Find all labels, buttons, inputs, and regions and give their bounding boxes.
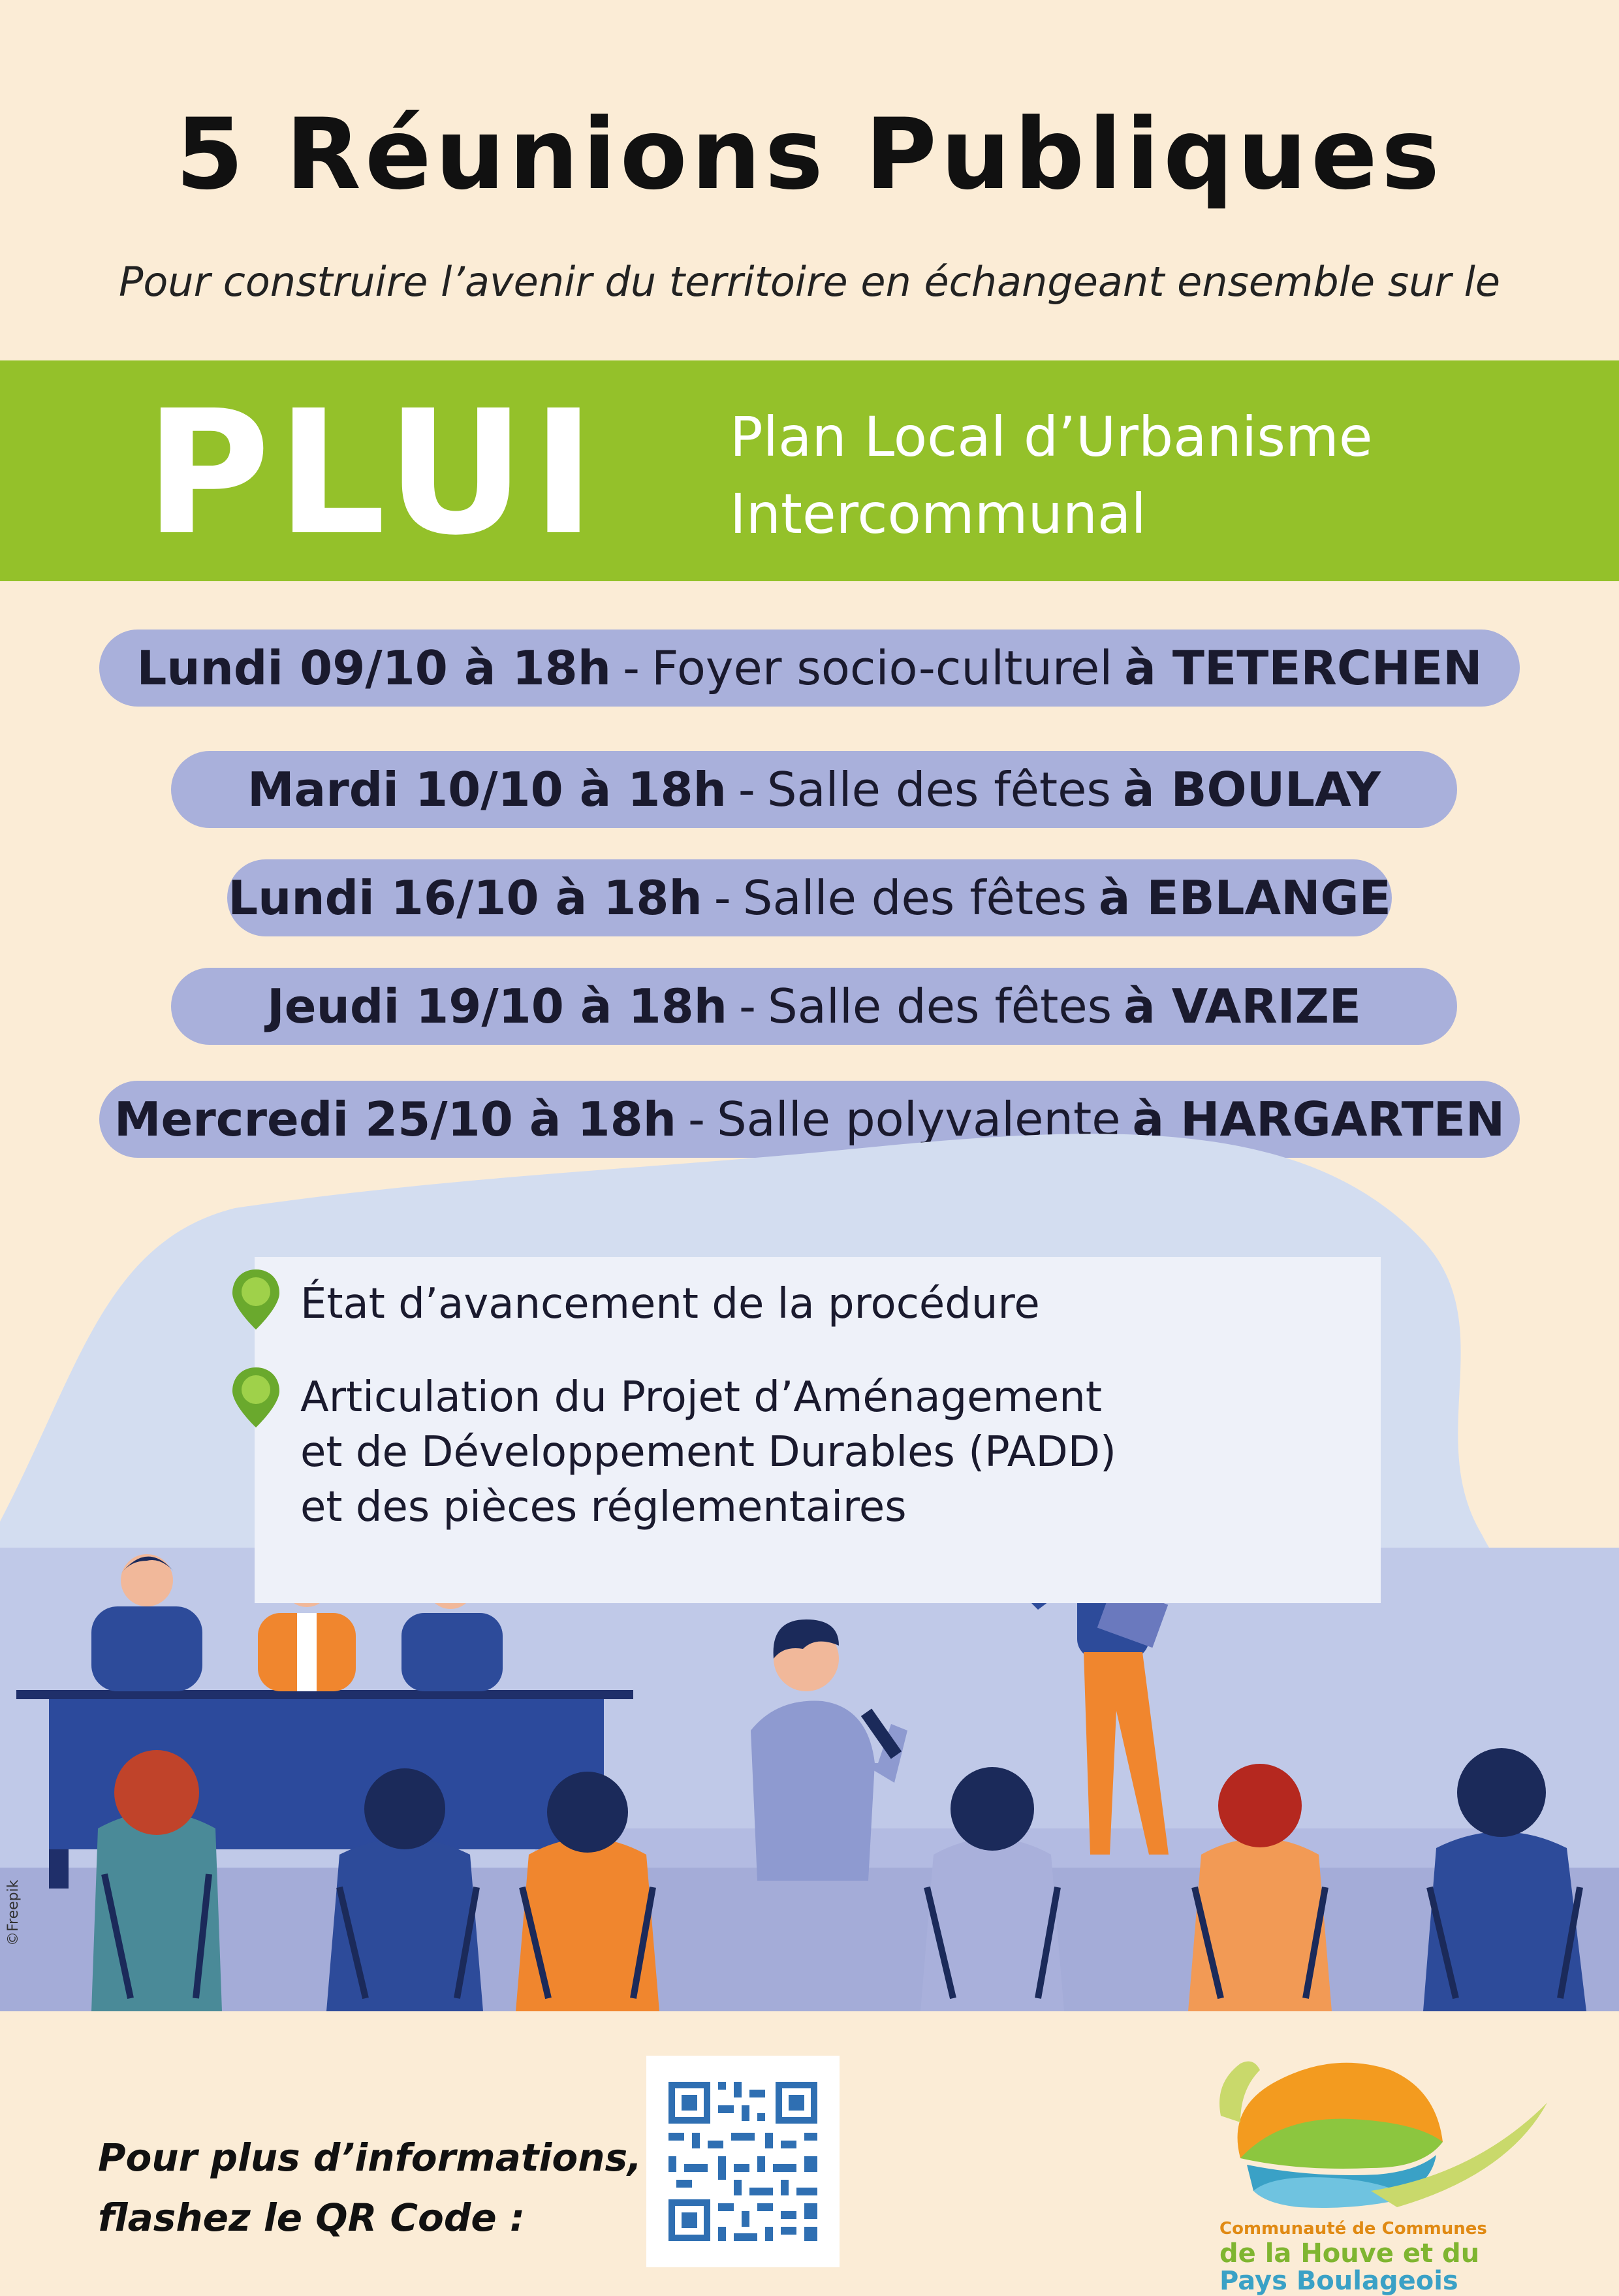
footer-info-line2: flashez le QR Code : <box>98 2195 526 2240</box>
meeting-venue: Salle polyvalente <box>716 1092 1121 1147</box>
meeting-pill-varize <box>171 968 1457 1045</box>
meeting-town: à BOULAY <box>1122 762 1381 817</box>
meeting-town: à VARIZE <box>1124 979 1361 1034</box>
logo-text-line1: Communauté de Communes <box>1219 2219 1487 2239</box>
qr-code-icon <box>646 2056 840 2267</box>
meeting-date: Lundi 16/10 à 18h <box>228 870 702 925</box>
meeting-date: Mercredi 25/10 à 18h <box>114 1092 676 1147</box>
meeting-separator: - <box>687 1092 705 1147</box>
meeting-venue: Foyer socio-culturel <box>652 641 1113 695</box>
footer-info <box>98 2128 642 2248</box>
meeting-venue: Salle des fêtes <box>742 870 1087 925</box>
topic-item-2-line3: et des pièces réglementaires <box>300 1483 907 1531</box>
community-logo-icon <box>1201 2044 1554 2227</box>
meeting-town: à HARGARTEN <box>1132 1092 1505 1147</box>
meeting-date: Jeudi 19/10 à 18h <box>267 979 728 1034</box>
location-pin-icon <box>230 1267 282 1332</box>
meeting-separator: - <box>738 762 755 817</box>
meeting-venue: Salle des fêtes <box>768 979 1112 1034</box>
location-pin-icon <box>230 1365 282 1430</box>
floor <box>0 1868 1619 2011</box>
meeting-town: à TETERCHEN <box>1124 641 1483 695</box>
meeting-pill-eblange <box>227 859 1392 936</box>
panel-table-leg <box>49 1849 69 1889</box>
logo-text-line2: de la Houve et du <box>1219 2239 1480 2269</box>
page-subtitle: Pour construire l’avenir du territoire en échangeant ensemble sur le <box>118 258 1501 306</box>
meeting-separator: - <box>714 870 731 925</box>
image-credit: ©Freepik <box>5 1879 22 1946</box>
plui-full-name-line2: Intercommunal <box>730 482 1146 546</box>
topic-item-1: État d’avancement de la procédure <box>300 1280 1040 1328</box>
meeting-town: à EBLANGE <box>1098 870 1391 925</box>
plui-acronym: PLUI <box>145 374 602 573</box>
plui-full-name-line1: Plan Local d’Urbanisme <box>730 405 1373 469</box>
topic-item-2-line2: et de Développement Durables (PADD) <box>300 1428 1116 1476</box>
meeting-venue: Salle des fêtes <box>766 762 1111 817</box>
meeting-date: Mardi 10/10 à 18h <box>247 762 727 817</box>
logo-text-line3: Pays Boulageois <box>1219 2266 1458 2296</box>
meeting-pill-boulay <box>171 751 1457 828</box>
topic-item-2-line1: Articulation du Projet d’Aménagement <box>300 1373 1102 1422</box>
meeting-separator: - <box>623 641 640 695</box>
qr-code[interactable] <box>646 2056 840 2267</box>
page-title: 5 Réunions Publiques <box>175 98 1444 212</box>
footer-info-line1: Pour plus d’informations, <box>98 2135 642 2180</box>
meeting-separator: - <box>739 979 757 1034</box>
panel-table-top <box>16 1690 633 1699</box>
meeting-date: Lundi 09/10 à 18h <box>136 641 612 695</box>
meeting-pill-teterchen <box>99 630 1520 707</box>
